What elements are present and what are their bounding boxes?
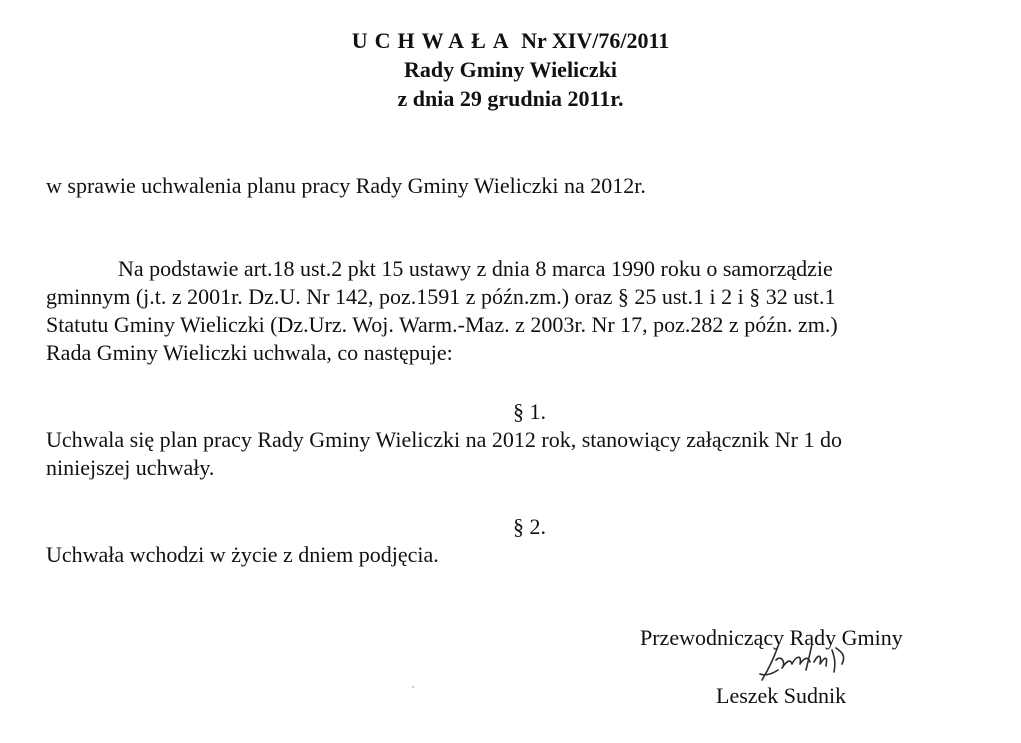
section-1-mark: § 1. [513,399,546,424]
resolution-issuer: Rady Gminy Wieliczki [403,57,618,82]
preamble-line: Na podstawie art.18 ust.2 pkt 15 ustawy z dnia 8 marca 1990 roku o samorządzie [118,256,833,281]
signature-block [640,624,970,708]
resolution-subject: w sprawie uchwalenia planu pracy Rady Gminy Wieliczki na 2012r. [46,173,646,198]
preamble-line: Rada Gminy Wieliczki uchwala, co następuje: [46,340,453,365]
section-1-line: niniejszej uchwały. [46,455,215,480]
preamble-line: gminnym (j.t. z 2001r. Dz.U. Nr 142, poz.1591 z późn.zm.) oraz § 25 ust.1 i 2 i § 32 ust.1 [46,284,836,309]
resolution-title-line [0,26,1021,55]
section-2-mark: § 2. [513,514,546,539]
section-2-line: Uchwała wchodzi w życie z dniem podjęcia. [46,542,439,567]
resolution-date: z dnia 29 grudnia 2011r. [397,86,624,111]
resolution-number: Nr XIV/76/2011 [521,28,670,53]
section-2-text [46,541,439,569]
resolution-title-word: UCHWAŁA [351,28,516,53]
resolution-header [0,26,1021,113]
section-1-line: Uchwala się plan pracy Rady Gminy Wieliczki na 2012 rok, stanowiący załącznik Nr 1 do [46,427,842,452]
section-1-text [46,426,842,482]
signatory-title: Przewodniczący Rady Gminy [640,625,903,650]
preamble [46,255,966,367]
scan-speck [412,686,414,688]
handwritten-signature [756,640,856,684]
preamble-line: Statutu Gminy Wieliczki (Dz.Urz. Woj. Warm.-Maz. z 2003r. Nr 17, poz.282 z późn. zm.) [46,312,838,337]
signatory-name: Leszek Sudnik [716,683,847,708]
